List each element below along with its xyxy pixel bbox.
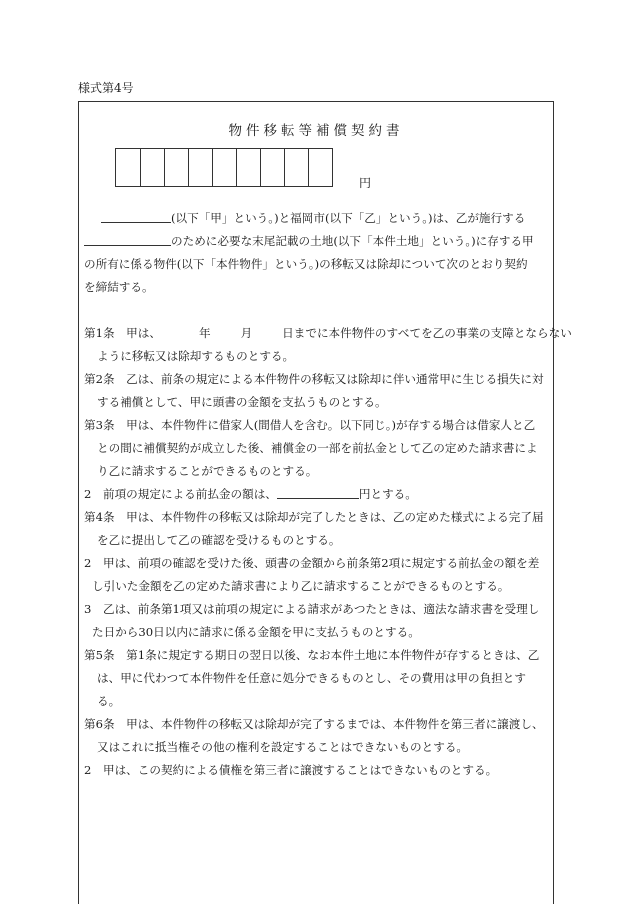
amount-digit-box[interactable]: [116, 149, 140, 186]
amount-digit-box[interactable]: [236, 149, 260, 186]
preamble-line: の所有に係る物件(以下「本件物件」という。)の移転又は除却について次のとおり契約: [84, 257, 528, 271]
article-6-para-2: 2 甲は、この契約による債権を第三者に譲渡することはできないものとする。: [84, 763, 498, 777]
preamble-line: [84, 207, 549, 230]
article-4: 第4条 甲は、本件物件の移転又は除却が完了したときは、乙の定めた様式による完了届: [84, 510, 544, 524]
amount-digit-box[interactable]: [284, 149, 308, 186]
preamble-line: を締結する。: [84, 280, 154, 294]
article-5: 第5条 第1条に規定する期日の翌日以後、なお本件土地に本件物件が存するときは、乙: [84, 648, 540, 662]
article-text: 円とする。: [358, 487, 417, 501]
advance-amount-blank[interactable]: [277, 485, 359, 499]
article-2: 第2条 乙は、前条の規定による本件物件の移転又は除却に伴い通常甲に生じる損失に対: [84, 372, 544, 386]
article-1-cont: ように移転又は除却するものとする。: [97, 349, 295, 363]
article-3-para-2: [84, 483, 549, 506]
preamble-text: (以下「甲」という。)と福岡市(以下「乙」という。)は、乙が施行する: [171, 211, 526, 225]
yen-unit: 円: [359, 176, 372, 190]
article-1: [84, 322, 572, 345]
project-name-blank[interactable]: [84, 232, 171, 246]
article-text: 年: [198, 326, 211, 340]
article-6: 第6条 甲は、本件物件の移転又は除却が完了するまでは、本件物件を第三者に譲渡し、: [84, 717, 544, 731]
contract-body: [84, 207, 572, 782]
contract-title: 物件移転等補償契約書: [228, 123, 404, 139]
article-2-cont: する補償として、甲に頭書の金額を支払うものとする。: [97, 395, 387, 409]
preamble-line: [84, 230, 549, 253]
article-3-cont: り乙に請求することができるものとする。: [97, 464, 318, 478]
article-text: 日までに本件物件のすべてを乙の事業の支障とならない: [282, 326, 572, 340]
amount-digit-box[interactable]: [164, 149, 188, 186]
amount-boxes[interactable]: [115, 148, 333, 187]
amount-digit-box[interactable]: [308, 149, 332, 186]
article-4-para-3: 3 乙は、前条第1項又は前項の規定による請求があつたときは、適法な請求書を受理し: [84, 602, 540, 616]
amount-digit-box[interactable]: [260, 149, 284, 186]
amount-digit-box[interactable]: [188, 149, 212, 186]
party-name-blank[interactable]: [101, 209, 171, 223]
amount-digit-box[interactable]: [212, 149, 236, 186]
amount-digit-box[interactable]: [140, 149, 164, 186]
article-3-cont: との間に補償契約が成立した後、補償金の一部を前払金として乙の定めた請求書によ: [97, 441, 538, 455]
article-5-cont: は、甲に代わつて本件物件を任意に処分できるものとし、その費用は甲の負担とす: [97, 671, 526, 685]
form-number: 様式第4号: [78, 81, 134, 95]
preamble-text: のために必要な末尾記載の土地(以下「本件土地」という。)に存する甲: [171, 234, 534, 248]
article-4-para-3-cont: た日から30日以内に請求に係る金額を甲に支払うものとする。: [92, 625, 420, 639]
article-5-cont: る。: [97, 694, 121, 708]
contract-frame: [78, 101, 572, 904]
article-text: 月: [240, 326, 253, 340]
article-text: 第1条 甲は、: [84, 326, 161, 340]
article-text: 2 前項の規定による前払金の額は、: [84, 487, 277, 501]
article-3: 第3条 甲は、本件物件に借家人(間借人を含む。以下同じ。)が存する場合は借家人と乙: [84, 418, 536, 432]
article-6-cont: 又はこれに抵当権その他の権利を設定することはできないものとする。: [97, 740, 469, 754]
article-4-cont: を乙に提出して乙の確認を受けるものとする。: [97, 533, 341, 547]
article-4-para-2-cont: し引いた金額を乙の定めた請求書により乙に請求することができるものとする。: [92, 579, 510, 593]
article-4-para-2: 2 甲は、前項の確認を受けた後、頭書の金額から前条第2項に規定する前払金の額を差: [84, 556, 540, 570]
